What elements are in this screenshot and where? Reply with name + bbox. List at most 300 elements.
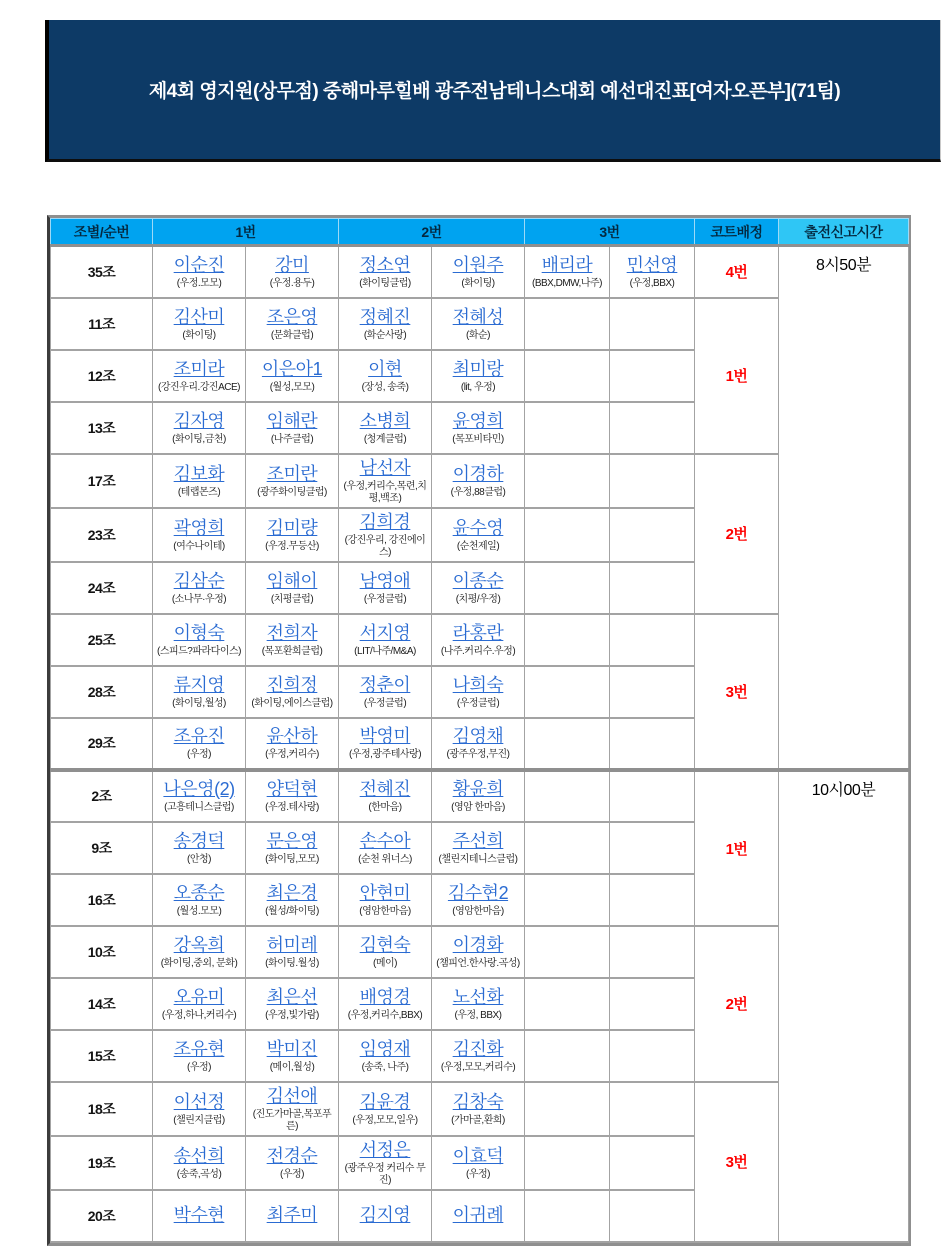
player-cell	[432, 1030, 525, 1082]
player-cell	[432, 770, 525, 822]
player-club: (우정,하나,커리수)	[161, 1009, 237, 1021]
player-cell	[246, 770, 339, 822]
player-club: (우정)	[187, 1061, 211, 1073]
player-cell	[432, 822, 525, 874]
player-name-link[interactable]: 오유미	[173, 986, 225, 1007]
group-cell: 13조	[51, 402, 153, 454]
player-name-link[interactable]: 최미랑	[452, 358, 504, 379]
player-cell	[610, 926, 695, 978]
player-cell	[525, 926, 610, 978]
court-cell: 1번	[695, 770, 779, 926]
player-club: (치평클럽)	[270, 593, 314, 605]
player-cell	[432, 508, 525, 562]
player-cell	[246, 350, 339, 402]
player-cell	[525, 666, 610, 718]
player-name-link[interactable]: 최은선	[266, 986, 318, 1007]
player-cell	[610, 614, 695, 666]
player-name-link[interactable]: 이순진	[173, 254, 225, 275]
player-club: (우정,BBX)	[629, 277, 675, 289]
player-club: (영암 한마음)	[451, 802, 505, 813]
player-name-link[interactable]: 송선희	[173, 1145, 225, 1166]
player-cell	[610, 718, 695, 770]
player-name-link[interactable]: 최은경	[266, 882, 318, 903]
player-club: (화이팅,에이스클럽)	[251, 697, 333, 709]
player-name-link[interactable]: 남영애	[359, 570, 411, 591]
player-club: (화이팅클럽)	[359, 277, 411, 289]
player-name-link[interactable]: 박수현	[173, 1204, 225, 1225]
player-club: (메이,월성)	[269, 1061, 315, 1073]
player-cell	[246, 1030, 339, 1082]
group-cell: 24조	[51, 562, 153, 614]
tournament-banner	[45, 20, 941, 162]
player-club: (장성, 송죽)	[361, 381, 409, 393]
player-cell	[246, 298, 339, 350]
player-name-link[interactable]: 김현숙	[359, 934, 411, 955]
player-club: (영암한마음)	[359, 905, 411, 917]
player-name-link[interactable]: 조유현	[173, 1038, 225, 1059]
page-title: 제4회 영지원(상무점) 중해마루힐배 광주전남테니스대회 예선대진표[여자오픈부](71팀)	[148, 81, 841, 102]
player-name-link[interactable]: 윤산하	[266, 726, 318, 746]
player-cell	[339, 926, 432, 978]
player-club: (우정클럽)	[363, 593, 407, 605]
player-club: (고흥테니스클럽)	[164, 802, 234, 813]
time-cell: 10시00분	[779, 770, 909, 1242]
player-cell	[153, 1136, 246, 1190]
player-cell	[339, 508, 432, 562]
player-name-link[interactable]: 이형숙	[173, 622, 225, 643]
player-name-link[interactable]: 조은영	[266, 306, 318, 327]
player-club: (화이팅,월성)	[172, 697, 226, 709]
player-name-link[interactable]: 김미량	[266, 517, 318, 538]
player-cell	[610, 298, 695, 350]
court-cell: 2번	[695, 926, 779, 1082]
player-name-link[interactable]: 안현미	[359, 882, 411, 903]
player-club: (진도가마골,목포푸른)	[252, 1108, 332, 1132]
player-name-link[interactable]: 나희숙	[452, 674, 504, 695]
player-club: (우정,커리수)	[265, 749, 319, 760]
player-cell	[246, 402, 339, 454]
player-cell	[339, 978, 432, 1030]
player-cell	[610, 562, 695, 614]
player-name-link[interactable]: 강미	[275, 254, 309, 275]
player-club: (화순사랑)	[363, 329, 407, 341]
group-cell: 23조	[51, 508, 153, 562]
player-cell	[339, 718, 432, 770]
player-cell	[525, 350, 610, 402]
player-club: (우정)	[466, 1168, 490, 1180]
player-cell	[610, 666, 695, 718]
player-name-link[interactable]: 김윤경	[359, 1091, 411, 1112]
time-cell: 8시50분	[779, 246, 909, 770]
player-name-link[interactable]: 정혜진	[359, 306, 411, 327]
player-name-link[interactable]: 이은아1	[261, 358, 323, 379]
player-cell	[153, 1190, 246, 1242]
group-cell: 17조	[51, 454, 153, 508]
player-club: (화이팅,중외, 문화)	[160, 957, 238, 969]
player-name-link[interactable]: 이귀례	[452, 1204, 504, 1225]
group-cell: 25조	[51, 614, 153, 666]
group-cell: 29조	[51, 718, 153, 770]
player-cell	[339, 562, 432, 614]
player-cell	[153, 246, 246, 298]
player-cell	[610, 246, 695, 298]
player-name-link[interactable]: 임해란	[266, 410, 318, 431]
player-club: (월성/화이팅)	[265, 905, 319, 917]
player-cell	[525, 1030, 610, 1082]
player-cell	[246, 874, 339, 926]
player-cell	[339, 454, 432, 508]
group-cell: 2조	[51, 770, 153, 822]
player-cell	[432, 402, 525, 454]
player-club: (챔피언.한사랑.곡성)	[436, 957, 520, 969]
player-cell	[246, 1190, 339, 1242]
header-time: 출전신고시간	[779, 219, 909, 246]
player-cell	[153, 978, 246, 1030]
group-cell: 18조	[51, 1082, 153, 1136]
player-cell	[339, 350, 432, 402]
player-name-link[interactable]: 소병희	[359, 410, 411, 431]
group-cell: 12조	[51, 350, 153, 402]
group-cell: 16조	[51, 874, 153, 926]
player-cell	[153, 454, 246, 508]
player-club: (우정)	[187, 749, 211, 760]
player-cell	[432, 1136, 525, 1190]
court-cell: 3번	[695, 1082, 779, 1242]
player-name-link[interactable]: 윤영희	[452, 410, 504, 431]
player-name-link[interactable]: 배영경	[359, 986, 411, 1007]
player-cell	[153, 508, 246, 562]
player-cell	[525, 770, 610, 822]
player-cell	[432, 874, 525, 926]
player-name-link[interactable]: 이현	[368, 358, 402, 379]
player-cell	[432, 926, 525, 978]
player-name-link[interactable]: 민선영	[626, 254, 678, 275]
group-cell: 10조	[51, 926, 153, 978]
player-club: (안청)	[187, 853, 211, 865]
header-player3: 3번	[525, 219, 695, 246]
player-cell	[525, 1082, 610, 1136]
player-club: (한마음)	[368, 802, 402, 813]
player-name-link[interactable]: 이효덕	[452, 1145, 504, 1166]
player-cell	[153, 1030, 246, 1082]
player-cell	[432, 666, 525, 718]
court-cell: 4번	[695, 246, 779, 298]
player-club: (화이팅)	[461, 277, 495, 289]
player-club: (문화클럽)	[270, 329, 314, 341]
player-name-link[interactable]: 문은영	[266, 830, 318, 851]
player-name-link[interactable]: 송경덕	[173, 830, 225, 851]
player-cell	[432, 718, 525, 770]
player-name-link[interactable]: 곽영희	[173, 517, 225, 538]
player-club: (우정클럽)	[456, 697, 500, 709]
player-name-link[interactable]: 남선자	[359, 457, 411, 478]
player-club: (광주우정 커리수 무진)	[344, 1162, 426, 1186]
player-name-link[interactable]: 이원주	[452, 254, 504, 275]
player-cell	[153, 718, 246, 770]
player-club: (영암한마음)	[452, 905, 504, 917]
player-club: (목포비타민)	[452, 433, 504, 445]
player-club: (순천제일)	[456, 540, 500, 552]
player-name-link[interactable]: 이경화	[452, 934, 504, 955]
player-cell	[525, 874, 610, 926]
player-club: (가마골,환희)	[451, 1114, 505, 1126]
player-club: (우정,모모,커리수)	[440, 1061, 516, 1073]
player-cell	[153, 1082, 246, 1136]
player-name-link[interactable]: 김선애	[266, 1085, 318, 1106]
player-club: (우정.용두)	[269, 277, 315, 289]
group-cell: 9조	[51, 822, 153, 874]
player-club: (우정)	[280, 1168, 304, 1180]
player-club: (소나무·우정)	[171, 593, 227, 605]
header-court: 코트배정	[695, 219, 779, 246]
player-name-link[interactable]: 오종순	[173, 882, 225, 903]
group-cell: 20조	[51, 1190, 153, 1242]
player-cell	[339, 1136, 432, 1190]
bracket-row	[51, 246, 909, 298]
court-cell: 3번	[695, 614, 779, 770]
player-cell	[153, 822, 246, 874]
player-name-link[interactable]: 류지영	[173, 674, 225, 695]
player-cell	[246, 1136, 339, 1190]
player-cell	[339, 1082, 432, 1136]
player-club: (우정,광주테사랑)	[348, 749, 422, 760]
player-cell	[339, 770, 432, 822]
player-name-link[interactable]: 최주미	[266, 1204, 318, 1225]
group-cell: 15조	[51, 1030, 153, 1082]
player-name-link[interactable]: 노선화	[452, 986, 504, 1007]
player-cell	[339, 402, 432, 454]
player-cell	[432, 246, 525, 298]
player-cell	[525, 1190, 610, 1242]
player-name-link[interactable]: 조미란	[266, 463, 318, 484]
player-cell	[246, 614, 339, 666]
player-club: (우정.테사랑)	[265, 802, 319, 813]
player-name-link[interactable]: 전혜진	[359, 779, 411, 799]
player-cell	[153, 770, 246, 822]
player-cell	[153, 402, 246, 454]
player-club: (우정,빛가람)	[265, 1009, 319, 1021]
player-cell	[432, 978, 525, 1030]
player-club: (화이팅)	[182, 329, 216, 341]
player-club: (송죽,곡성)	[176, 1168, 222, 1180]
player-club: (치평/우정)	[455, 593, 501, 605]
player-club: (여수나이테)	[173, 540, 225, 552]
player-club: (목포환희클럽)	[261, 645, 323, 657]
player-name-link[interactable]: 서정은	[359, 1139, 411, 1160]
player-name-link[interactable]: 임영재	[359, 1038, 411, 1059]
player-cell	[432, 1190, 525, 1242]
player-name-link[interactable]: 박영미	[359, 726, 411, 746]
player-cell	[432, 562, 525, 614]
player-cell	[610, 978, 695, 1030]
bracket-table-container	[47, 215, 911, 1246]
player-club: (챌린지테니스클럽)	[438, 853, 518, 865]
player-club: (화이팅.월성)	[265, 957, 319, 969]
player-name-link[interactable]: 주선희	[452, 830, 504, 851]
player-name-link[interactable]: 박미진	[266, 1038, 318, 1059]
player-club: (우정.무등산)	[265, 540, 319, 552]
player-name-link[interactable]: 정춘이	[359, 674, 411, 695]
player-cell	[525, 402, 610, 454]
player-name-link[interactable]: 정소연	[359, 254, 411, 275]
player-cell	[610, 822, 695, 874]
player-name-link[interactable]: 김희경	[359, 511, 411, 532]
player-cell	[610, 770, 695, 822]
player-club: (나주.커리수.우정)	[440, 645, 516, 657]
player-club: (챌린지클럽)	[173, 1114, 225, 1126]
player-cell	[525, 454, 610, 508]
player-cell	[153, 298, 246, 350]
player-cell	[339, 298, 432, 350]
player-name-link[interactable]: 임해이	[266, 570, 318, 591]
player-name-link[interactable]: 전혜성	[452, 306, 504, 327]
player-cell	[153, 666, 246, 718]
group-cell: 14조	[51, 978, 153, 1030]
player-club: (강진우리, 강진에이스)	[344, 534, 426, 558]
player-cell	[246, 978, 339, 1030]
player-name-link[interactable]: 조유진	[173, 726, 225, 746]
player-cell	[339, 1190, 432, 1242]
player-cell	[246, 508, 339, 562]
group-cell: 28조	[51, 666, 153, 718]
player-cell	[339, 246, 432, 298]
player-cell	[525, 1136, 610, 1190]
court-cell: 2번	[695, 454, 779, 614]
player-cell	[610, 1136, 695, 1190]
header-player1: 1번	[153, 219, 339, 246]
player-club: (우정,커리수,목련,치평,백조)	[343, 480, 427, 504]
player-name-link[interactable]: 김창숙	[452, 1091, 504, 1112]
player-name-link[interactable]: 윤수영	[452, 517, 504, 538]
player-cell	[153, 874, 246, 926]
player-club: (나주클럽)	[270, 433, 314, 445]
player-cell	[432, 298, 525, 350]
court-cell: 1번	[695, 298, 779, 454]
player-club: (테랩몬즈)	[177, 486, 221, 498]
player-name-link[interactable]: 강옥희	[173, 934, 225, 955]
player-club: (lit, 우정)	[460, 381, 496, 393]
player-club: (우정.모모)	[176, 277, 222, 289]
player-name-link[interactable]: 김영채	[452, 726, 504, 746]
player-name-link[interactable]: 양덕현	[266, 779, 318, 799]
player-cell	[432, 1082, 525, 1136]
bracket-row	[51, 770, 909, 822]
player-cell	[610, 1190, 695, 1242]
player-cell	[525, 298, 610, 350]
player-name-link[interactable]: 허미레	[266, 934, 318, 955]
player-cell	[246, 562, 339, 614]
player-cell	[610, 402, 695, 454]
player-name-link[interactable]: 배리라	[541, 254, 593, 275]
player-cell	[339, 614, 432, 666]
player-name-link[interactable]: 이경하	[452, 463, 504, 484]
player-cell	[153, 926, 246, 978]
player-cell	[525, 822, 610, 874]
player-club: (청계클럽)	[363, 433, 407, 445]
player-name-link[interactable]: 김자영	[173, 410, 225, 431]
player-cell	[610, 508, 695, 562]
player-name-link[interactable]: 김수현2	[447, 882, 509, 903]
header-player2: 2번	[339, 219, 525, 246]
player-name-link[interactable]: 김지영	[359, 1204, 411, 1225]
player-club: (화이팅,금천)	[172, 433, 226, 445]
player-cell	[432, 350, 525, 402]
player-cell	[246, 1082, 339, 1136]
player-cell	[246, 718, 339, 770]
player-club: (스피드?파라다이스)	[156, 645, 241, 657]
header-group: 조별/순번	[51, 219, 153, 246]
bracket-rows	[51, 246, 909, 1242]
player-club: (우정,모모,일우)	[352, 1114, 418, 1126]
header-row	[51, 219, 909, 246]
player-name-link[interactable]: 김삼순	[173, 570, 225, 591]
player-cell	[610, 1030, 695, 1082]
player-club: (우정,88클럽)	[450, 486, 506, 498]
player-cell	[339, 1030, 432, 1082]
player-club: (LIT/나주/M&A)	[354, 645, 416, 657]
player-cell	[525, 614, 610, 666]
player-club: (우정,커리수,BBX)	[347, 1009, 423, 1021]
player-cell	[525, 246, 610, 298]
group-cell: 19조	[51, 1136, 153, 1190]
player-name-link[interactable]: 김진화	[452, 1038, 504, 1059]
player-cell	[339, 874, 432, 926]
player-cell	[246, 246, 339, 298]
player-cell	[525, 562, 610, 614]
player-name-link[interactable]: 서지영	[359, 622, 411, 643]
player-cell	[432, 454, 525, 508]
player-cell	[339, 822, 432, 874]
player-name-link[interactable]: 이선정	[173, 1091, 225, 1112]
player-name-link[interactable]: 진희정	[266, 674, 318, 695]
player-club: (화이팅,모모)	[265, 853, 319, 865]
player-club: (강진우리.강진ACE)	[158, 381, 240, 393]
player-name-link[interactable]: 이종순	[452, 570, 504, 591]
player-name-link[interactable]: 김보화	[173, 463, 225, 484]
player-club: (송죽, 나주)	[361, 1061, 409, 1073]
player-name-link[interactable]: 전경순	[266, 1145, 318, 1166]
player-cell	[153, 614, 246, 666]
player-name-link[interactable]: 전희자	[266, 622, 318, 643]
player-cell	[153, 350, 246, 402]
player-name-link[interactable]: 황윤희	[452, 779, 504, 799]
player-club: (월성.모모)	[176, 905, 222, 917]
player-club: (화순)	[466, 329, 490, 341]
player-cell	[246, 454, 339, 508]
player-cell	[246, 926, 339, 978]
player-cell	[432, 614, 525, 666]
player-name-link[interactable]: 조미라	[173, 358, 225, 379]
player-cell	[339, 666, 432, 718]
player-name-link[interactable]: 나은영(2)	[163, 779, 235, 799]
player-name-link[interactable]: 라홍란	[452, 622, 504, 643]
player-club: (BBX,DMW,나주)	[532, 277, 602, 289]
player-cell	[246, 666, 339, 718]
player-club: (광주우정,무진)	[446, 749, 510, 760]
bracket-table	[50, 218, 909, 1243]
player-club: (우정, BBX)	[454, 1009, 502, 1021]
player-name-link[interactable]: 손수아	[359, 830, 411, 851]
player-cell	[610, 874, 695, 926]
player-club: (월성,모모)	[269, 381, 315, 393]
player-club: (우정클럽)	[363, 697, 407, 709]
player-cell	[246, 822, 339, 874]
player-cell	[525, 718, 610, 770]
player-cell	[153, 562, 246, 614]
player-club: (순천 위너스)	[358, 853, 412, 865]
group-cell: 35조	[51, 246, 153, 298]
player-name-link[interactable]: 김산미	[173, 306, 225, 327]
